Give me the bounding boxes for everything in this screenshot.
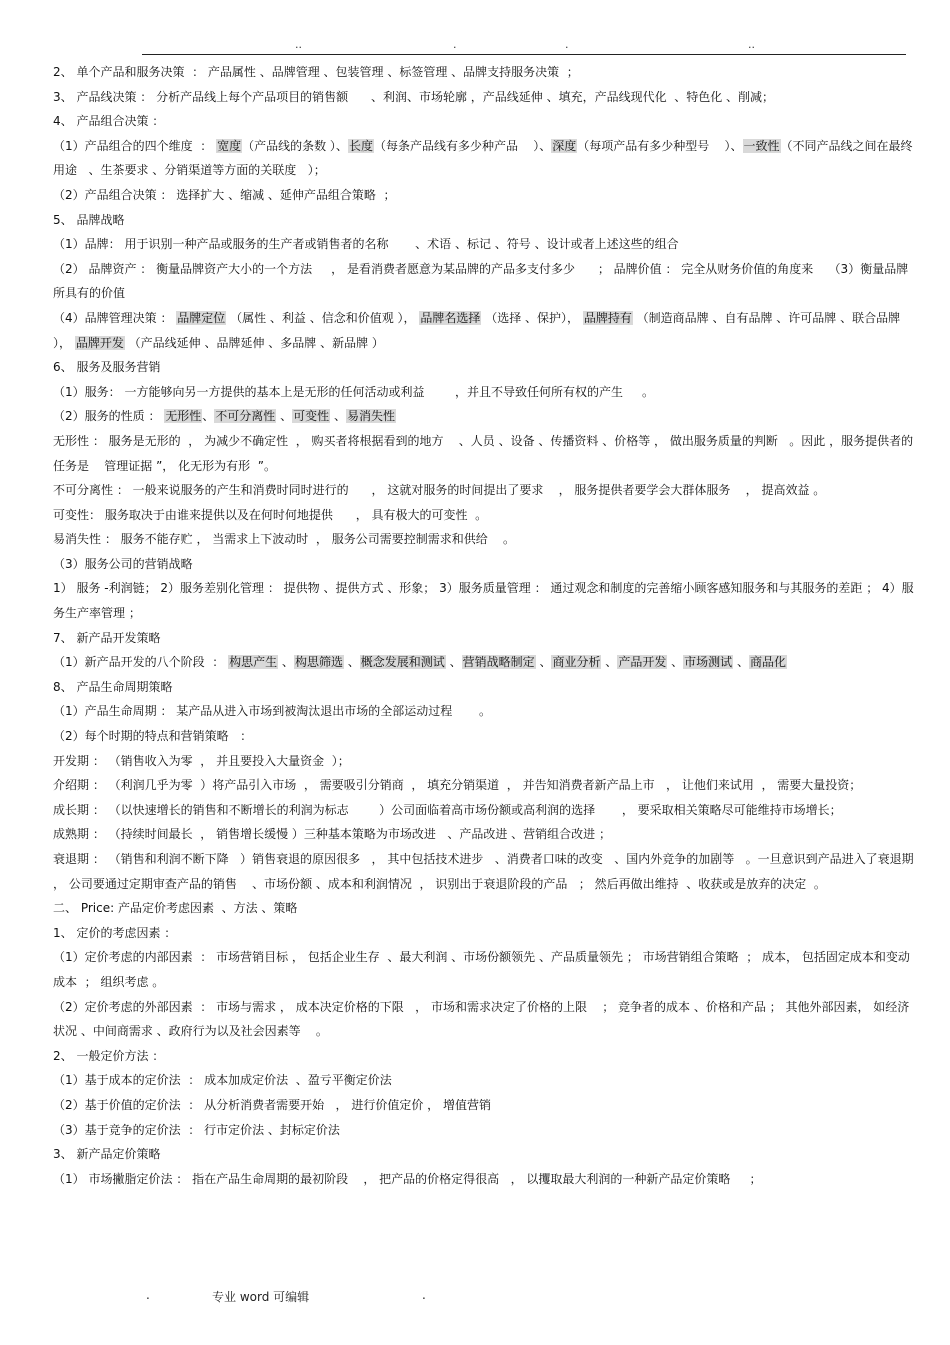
paragraph [53, 380, 915, 405]
text-segment: （4）品牌管理决策 ： [53, 310, 177, 325]
text-segment: （选择 、保护）， [481, 310, 583, 325]
paragraph [53, 257, 915, 306]
highlighted-term: 市场测试 [684, 655, 733, 670]
paragraph [53, 527, 915, 552]
paragraph [53, 183, 915, 208]
paragraph [53, 109, 915, 134]
text-segment: 、 [445, 655, 462, 670]
paragraph [53, 404, 915, 429]
text-segment: 可变性： 服务取决于由谁来提供以及在何时何地提供 ， 具有极大的可变性 。 [53, 507, 488, 522]
highlighted-term: 不可分离性 [215, 409, 276, 424]
highlighted-term: 宽度 [217, 138, 242, 153]
text-segment: 5、 品牌战略 [53, 212, 125, 227]
text-segment: 1、 定价的考虑因素 ： [53, 925, 177, 940]
text-segment: （1）产品生命周期 ： 某产品从进入市场到被淘汰退出市场的全部运动过程 。 [53, 704, 491, 719]
paragraph [53, 699, 915, 724]
paragraph [53, 1142, 915, 1167]
text-segment: （制造商品牌 、自有品牌 、许可品牌 、联合品牌 ）， [53, 310, 904, 350]
text-segment: 、 [343, 655, 360, 670]
paragraph [53, 773, 915, 798]
paragraph [53, 650, 915, 675]
text-segment: 2、 一般定价方法 ： [53, 1048, 165, 1063]
text-segment: 6、 服务及服务营销 [53, 360, 161, 375]
paragraph [53, 896, 915, 921]
text-segment: 7、 新产品开发策略 [53, 630, 161, 645]
paragraph [53, 822, 915, 847]
text-segment: 、 [202, 409, 215, 424]
text-segment: （不同产品线之间在最终用途 、生茶要求 、分销渠道等方面的关联度 ）； [53, 138, 913, 178]
paragraph [53, 60, 915, 85]
highlighted-term: 商品化 [750, 655, 787, 670]
paragraph [53, 724, 915, 749]
text-segment: 2、 单个产品和服务决策 ： 产品属性 、品牌管理 、包装管理 、标签管理 、品牌支持服务决策 ； [53, 65, 579, 79]
text-segment: 1） 服务 -利润链； 2）服务差别化管理 ： 提供物 、提供方式 、形象； 3）服务质量管理 ： 通过观念和制度的完善缩小顾客感知服务和与其服务的差距 ； 4）服务生产率管理 ； [53, 581, 914, 621]
text-segment: 开发期 ： （销售收入为零 ， 并且要投入大量资金 ）； [53, 753, 350, 768]
text-segment: （1）产品组合的四个维度 ： [53, 138, 217, 153]
text-segment: （2） 品牌资产 ： 衡量品牌资产大小的一个方法 ， 是看消费者愿意为某品牌的产品多支付多少 ； 品牌价值 ： 完全从财务价值的角度来 （3）衡量品牌所具有的价值 [53, 261, 909, 301]
highlighted-term: 构思筛选 [294, 655, 343, 670]
header-dot: .. [748, 38, 755, 51]
paragraph [53, 675, 915, 700]
highlighted-term: 品牌开发 [75, 335, 124, 350]
paragraph [53, 576, 915, 625]
paragraph [53, 1044, 915, 1069]
text-segment: （3）基于竞争的定价法 ： 行市定价法 、封标定价法 [53, 1122, 340, 1137]
paragraph [53, 429, 915, 478]
text-segment: 不可分离性 ： 一般来说服务的产生和消费时同时进行的 ， 这就对服务的时间提出了要求 ， 服务提供者要学会大群体服务 ， 提高效益 。 [53, 483, 826, 498]
paragraph [53, 921, 915, 946]
text-segment: （1）品牌： 用于识别一种产品或服务的生产者或销售者的名称 、术语 、标记 、符号 、设计或者上述这些的组合 [53, 237, 679, 252]
paragraph [53, 945, 915, 994]
paragraph [53, 232, 915, 257]
highlighted-term: 产品开发 [618, 655, 667, 670]
text-segment: 衰退期 ： （销售和利润不断下降 ）销售衰退的原因很多 ， 其中包括技术进步 、消费者口味的改变 、国内外竞争的加剧等 。一旦意识到产品进入了衰退期 ， 公司要通过定期审查产品的销售 、市场份额 、成本和利润情况 ， 识别出于衰退阶段的产品 ； 然后再做出维持 、收获或是放弃的决定 。 [53, 852, 922, 891]
paragraph [53, 798, 915, 823]
document-body [53, 60, 922, 1191]
highlighted-term: 构思产生 [229, 655, 278, 670]
text-segment: （产品线延伸 、品牌延伸 、多品牌 、新品牌 ） [124, 335, 384, 350]
highlighted-term: 品牌持有 [583, 310, 632, 325]
text-segment: （2）定价考虑的外部因素 ： 市场与需求 ， 成本决定价格的下限 ， 市场和需求决定了价格的上限 ； 竞争者的成本 、价格和产品 ； 其他外部因素， 如经济状况 、中间商需求 、政府行为以及社会因素等 。 [53, 999, 910, 1039]
paragraph [53, 134, 915, 183]
highlighted-term: 可变性 [293, 409, 330, 424]
text-segment: （属性 、利益 、信念和价值观 ）， [226, 310, 420, 325]
paragraph [53, 478, 915, 503]
text-segment: 4、 产品组合决策 ： [53, 114, 165, 129]
paragraph [53, 749, 915, 774]
text-segment: 、 [330, 409, 346, 424]
highlighted-term: 品牌定位 [177, 310, 226, 325]
paragraph [53, 847, 922, 896]
text-segment: （2）产品组合决策 ： 选择扩大 、缩减 、延伸产品组合策略 ； [53, 187, 396, 202]
text-segment: 、 [535, 655, 552, 670]
text-segment: 3、 产品线决策 ： 分析产品线上每个产品项目的销售额 、利润、市场轮廓 ，产品线延伸 、填充，产品线现代化 、特色化 、削减； [53, 89, 775, 104]
header-dot: .. [295, 38, 302, 51]
text-segment: （1） 市场撇脂定价法 ： 指在产品生命周期的最初阶段 ， 把产品的价格定得很高 ， 以攫取最大利润的一种新产品定价策略 ； [53, 1171, 762, 1186]
text-segment: 无形性 ： 服务是无形的 ， 为减少不确定性 ， 购买者将根据看到的地方 、人员 、设备 、传播资料 、价格等 ， 做出服务质量的判断 。因此 ，服务提供者的任务是 管理证据 ”， 化无形为有形 ”。 [53, 433, 914, 473]
highlighted-term: 商业分析 [552, 655, 601, 670]
text-segment: （1）服务： 一方能够向另一方提供的基本上是无形的任何活动或利益 ，并且不导致任何所有权的产生 。 [53, 384, 655, 399]
paragraph [53, 85, 915, 110]
text-segment: 、 [276, 409, 293, 424]
text-segment: 、 [601, 655, 618, 670]
paragraph [53, 995, 915, 1044]
header-rule [142, 54, 906, 55]
highlighted-term: 一致性 [743, 138, 780, 153]
highlighted-term: 易消失性 [346, 409, 395, 424]
text-segment: （1）基于成本的定价法 ： 成本加成定价法 、盈亏平衡定价法 [53, 1073, 392, 1088]
highlighted-term: 长度 [348, 138, 373, 153]
paragraph [53, 552, 915, 577]
text-segment: （2）服务的性质 ： [53, 409, 165, 424]
text-segment: （每项产品有多少种型号 ）、 [577, 138, 743, 153]
text-segment: （每条产品线有多少种产品 ）、 [373, 138, 552, 153]
paragraph [53, 1093, 915, 1118]
paragraph [53, 1167, 915, 1192]
paragraph [53, 306, 915, 355]
text-segment: 二、 Price: 产品定价考虑因素 、方法 、策略 [53, 901, 298, 916]
highlighted-term: 营销战略制定 [462, 655, 535, 670]
highlighted-term: 深度 [552, 138, 577, 153]
text-segment: 3、 新产品定价策略 [53, 1147, 161, 1162]
text-segment: 成长期 ： （以快速增长的销售和不断增长的利润为标志 ）公司面临着高市场份额或高利润的选择 ， 要采取相关策略尽可能维持市场增长； [53, 802, 842, 817]
text-segment: （3）服务公司的营销战略 [53, 556, 193, 571]
paragraph [53, 1118, 915, 1143]
text-segment: （2）基于价值的定价法 ： 从分析消费者需要开始 ， 进行价值定价 ， 增值营销 [53, 1097, 491, 1112]
text-segment: 、 [667, 655, 684, 670]
text-segment: （1）定价考虑的内部因素 ： 市场营销目标 ， 包括企业生存 、最大利润 、市场份额领先 、产品质量领先 ； 市场营销组合策略 ； 成本， 包括固定成本和变动成本 ； 组织考虑 。 [53, 950, 910, 989]
highlighted-term: 概念发展和测试 [360, 655, 445, 670]
highlighted-term: 品牌名选择 [420, 310, 481, 325]
footer-right-dot: . [422, 1288, 426, 1302]
paragraph [53, 1068, 915, 1093]
highlighted-term: 无形性 [165, 409, 202, 424]
paragraph [53, 626, 915, 651]
text-segment: 、 [278, 655, 294, 670]
text-segment: 介绍期 ： （利润几乎为零 ）将产品引入市场 ， 需要吸引分销商 ， 填充分销渠道 ， 并告知消费者新产品上市 ， 让他们来试用 ， 需要大量投资； [53, 778, 862, 793]
paragraph [53, 355, 915, 380]
text-segment: （2）每个时期的特点和营销策略 ： [53, 729, 253, 744]
header-dot: . [453, 38, 457, 51]
text-segment: （1）新产品开发的八个阶段 ： [53, 655, 229, 670]
paragraph [53, 503, 915, 528]
header-dot: . [565, 38, 569, 51]
paragraph [53, 208, 915, 233]
text-segment: （产品线的条数 ）、 [242, 138, 348, 153]
text-segment: 8、 产品生命周期策略 [53, 679, 173, 694]
text-segment: 、 [733, 655, 749, 670]
footer-text: 专业 word 可编辑 [212, 1290, 310, 1304]
text-segment: 成熟期 ： （持续时间最长 ， 销售增长缓慢 ）三种基本策略为市场改进 、产品改进 、营销组合改进 ； [53, 827, 611, 842]
footer-left-dot: . [146, 1288, 150, 1302]
text-segment: 易消失性 ： 服务不能存贮 ， 当需求上下波动时 ， 服务公司需要控制需求和供给 。 [53, 532, 515, 547]
